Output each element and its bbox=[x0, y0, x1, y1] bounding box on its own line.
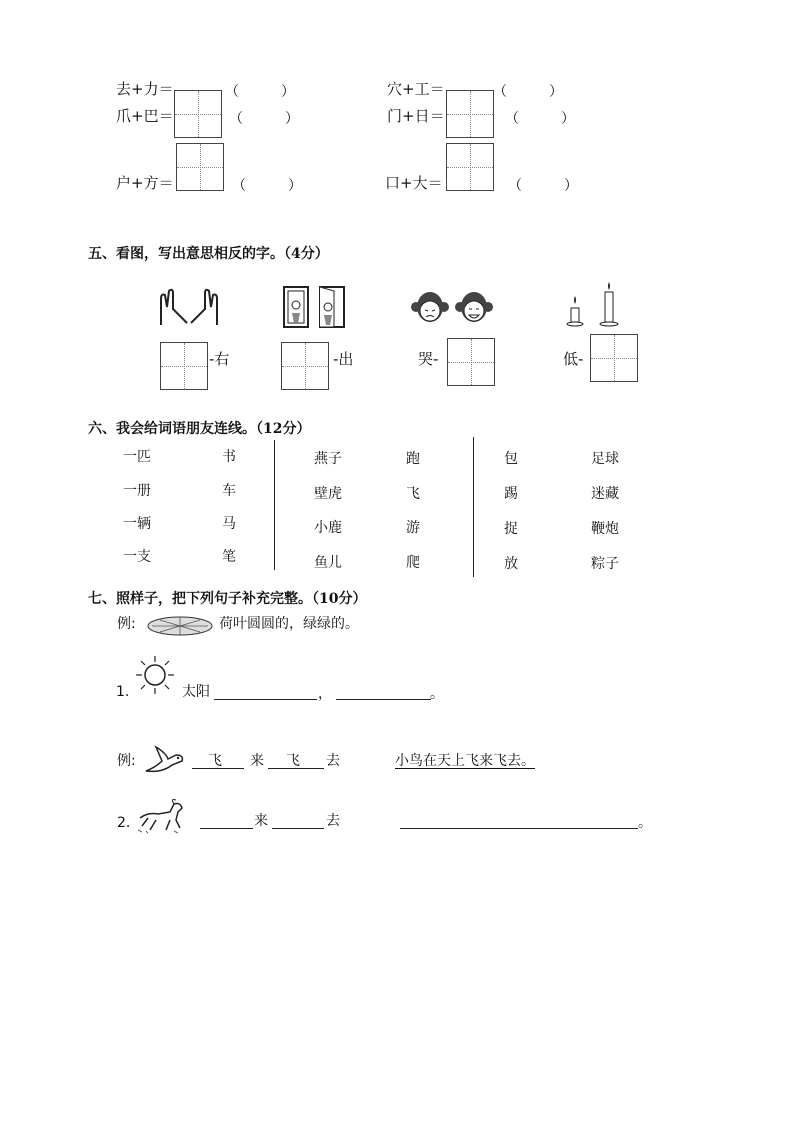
example-answer: 小鸟在天上飞来飞去。 bbox=[395, 753, 535, 769]
match-word[interactable]: 爬 bbox=[406, 555, 420, 571]
char-box[interactable] bbox=[446, 90, 494, 138]
expr-left-2: 爪+巴＝ bbox=[116, 107, 174, 125]
match-word[interactable]: 足球 bbox=[591, 451, 619, 467]
door-icon bbox=[282, 285, 346, 329]
answer-blank[interactable] bbox=[200, 828, 253, 829]
match-word[interactable]: 书 bbox=[222, 449, 236, 465]
hands-icon bbox=[157, 285, 221, 329]
match-word[interactable]: 壁虎 bbox=[314, 486, 342, 502]
example-label: 例: bbox=[117, 616, 136, 632]
match-word[interactable]: 迷藏 bbox=[591, 486, 619, 502]
match-word[interactable]: 包 bbox=[504, 451, 518, 467]
horse-icon bbox=[134, 796, 188, 834]
char-box[interactable] bbox=[174, 90, 222, 138]
match-word[interactable]: 飞 bbox=[406, 486, 420, 502]
char-box[interactable] bbox=[176, 143, 224, 191]
example-label: 例: bbox=[117, 753, 136, 769]
lotus-leaf-icon bbox=[146, 614, 214, 638]
answer-paren[interactable]: （ ） bbox=[493, 84, 563, 100]
example-mid: 来 bbox=[250, 753, 264, 769]
question-word: 太阳 bbox=[182, 684, 210, 700]
expr-left-3: 户+方＝ bbox=[116, 174, 174, 192]
question-end-word: 去 bbox=[326, 813, 340, 829]
match-word[interactable]: 鱼儿 bbox=[314, 555, 342, 571]
divider bbox=[473, 437, 474, 577]
sun-icon bbox=[134, 654, 176, 696]
char-box[interactable] bbox=[446, 143, 494, 191]
expr-left-1: 去+力＝ bbox=[116, 80, 174, 98]
answer-paren[interactable]: （ ） bbox=[508, 178, 578, 194]
match-word[interactable]: 粽子 bbox=[591, 556, 619, 572]
match-word[interactable]: 放 bbox=[504, 556, 518, 572]
opposite-label: -右 bbox=[209, 350, 230, 368]
section-5-title: 五、看图，写出意思相反的字。（4分） bbox=[88, 246, 329, 262]
answer-paren[interactable]: （ ） bbox=[232, 178, 302, 194]
opposite-label: 低- bbox=[563, 350, 584, 368]
period: 。 bbox=[430, 686, 444, 702]
girls-icon bbox=[410, 287, 496, 329]
answer-paren[interactable]: （ ） bbox=[505, 111, 575, 127]
match-word[interactable]: 一辆 bbox=[123, 516, 151, 532]
char-box[interactable] bbox=[447, 338, 495, 386]
match-word[interactable]: 燕子 bbox=[314, 451, 342, 467]
period: 。 bbox=[638, 815, 652, 831]
answer-blank[interactable] bbox=[272, 828, 324, 829]
example-end-word: 去 bbox=[326, 753, 340, 769]
char-box[interactable] bbox=[160, 342, 208, 390]
char-box[interactable] bbox=[281, 342, 329, 390]
expr-right-2: 门+日＝ bbox=[387, 107, 445, 125]
match-word[interactable]: 马 bbox=[222, 516, 236, 532]
match-word[interactable]: 捉 bbox=[504, 521, 518, 537]
answer-paren[interactable]: （ ） bbox=[229, 111, 299, 127]
example-fill: 飞 bbox=[208, 753, 222, 769]
answer-blank[interactable] bbox=[214, 699, 317, 700]
match-word[interactable]: 一匹 bbox=[123, 449, 151, 465]
divider bbox=[274, 440, 275, 570]
comma: ， bbox=[318, 686, 332, 702]
candles-icon bbox=[565, 282, 625, 328]
match-word[interactable]: 一支 bbox=[123, 549, 151, 565]
question-number: 1. bbox=[116, 684, 130, 700]
match-word[interactable]: 游 bbox=[406, 520, 420, 536]
section-7-title: 七、照样子，把下列句子补充完整。（10分） bbox=[88, 591, 367, 607]
match-word[interactable]: 车 bbox=[222, 483, 236, 499]
question-number: 2. bbox=[117, 815, 131, 831]
bird-icon bbox=[142, 743, 186, 777]
match-word[interactable]: 小鹿 bbox=[314, 520, 342, 536]
answer-blank[interactable] bbox=[336, 699, 431, 700]
question-mid: 来 bbox=[254, 813, 268, 829]
answer-paren[interactable]: （ ） bbox=[225, 84, 295, 100]
section-6-title: 六、我会给词语朋友连线。（12分） bbox=[88, 421, 311, 437]
match-word[interactable]: 鞭炮 bbox=[591, 521, 619, 537]
expr-right-1: 穴+工＝ bbox=[387, 80, 445, 98]
answer-blank[interactable] bbox=[400, 828, 638, 829]
char-box[interactable] bbox=[590, 334, 638, 382]
opposite-label: -出 bbox=[333, 350, 354, 368]
match-word[interactable]: 一册 bbox=[123, 483, 151, 499]
example-sentence: 荷叶圆圆的，绿绿的。 bbox=[219, 616, 359, 632]
opposite-label: 哭- bbox=[418, 350, 439, 368]
match-word[interactable]: 踢 bbox=[504, 486, 518, 502]
match-word[interactable]: 跑 bbox=[406, 451, 420, 467]
expr-right-3: 口+大＝ bbox=[385, 174, 443, 192]
example-fill: 飞 bbox=[286, 753, 300, 769]
match-word[interactable]: 笔 bbox=[222, 549, 236, 565]
